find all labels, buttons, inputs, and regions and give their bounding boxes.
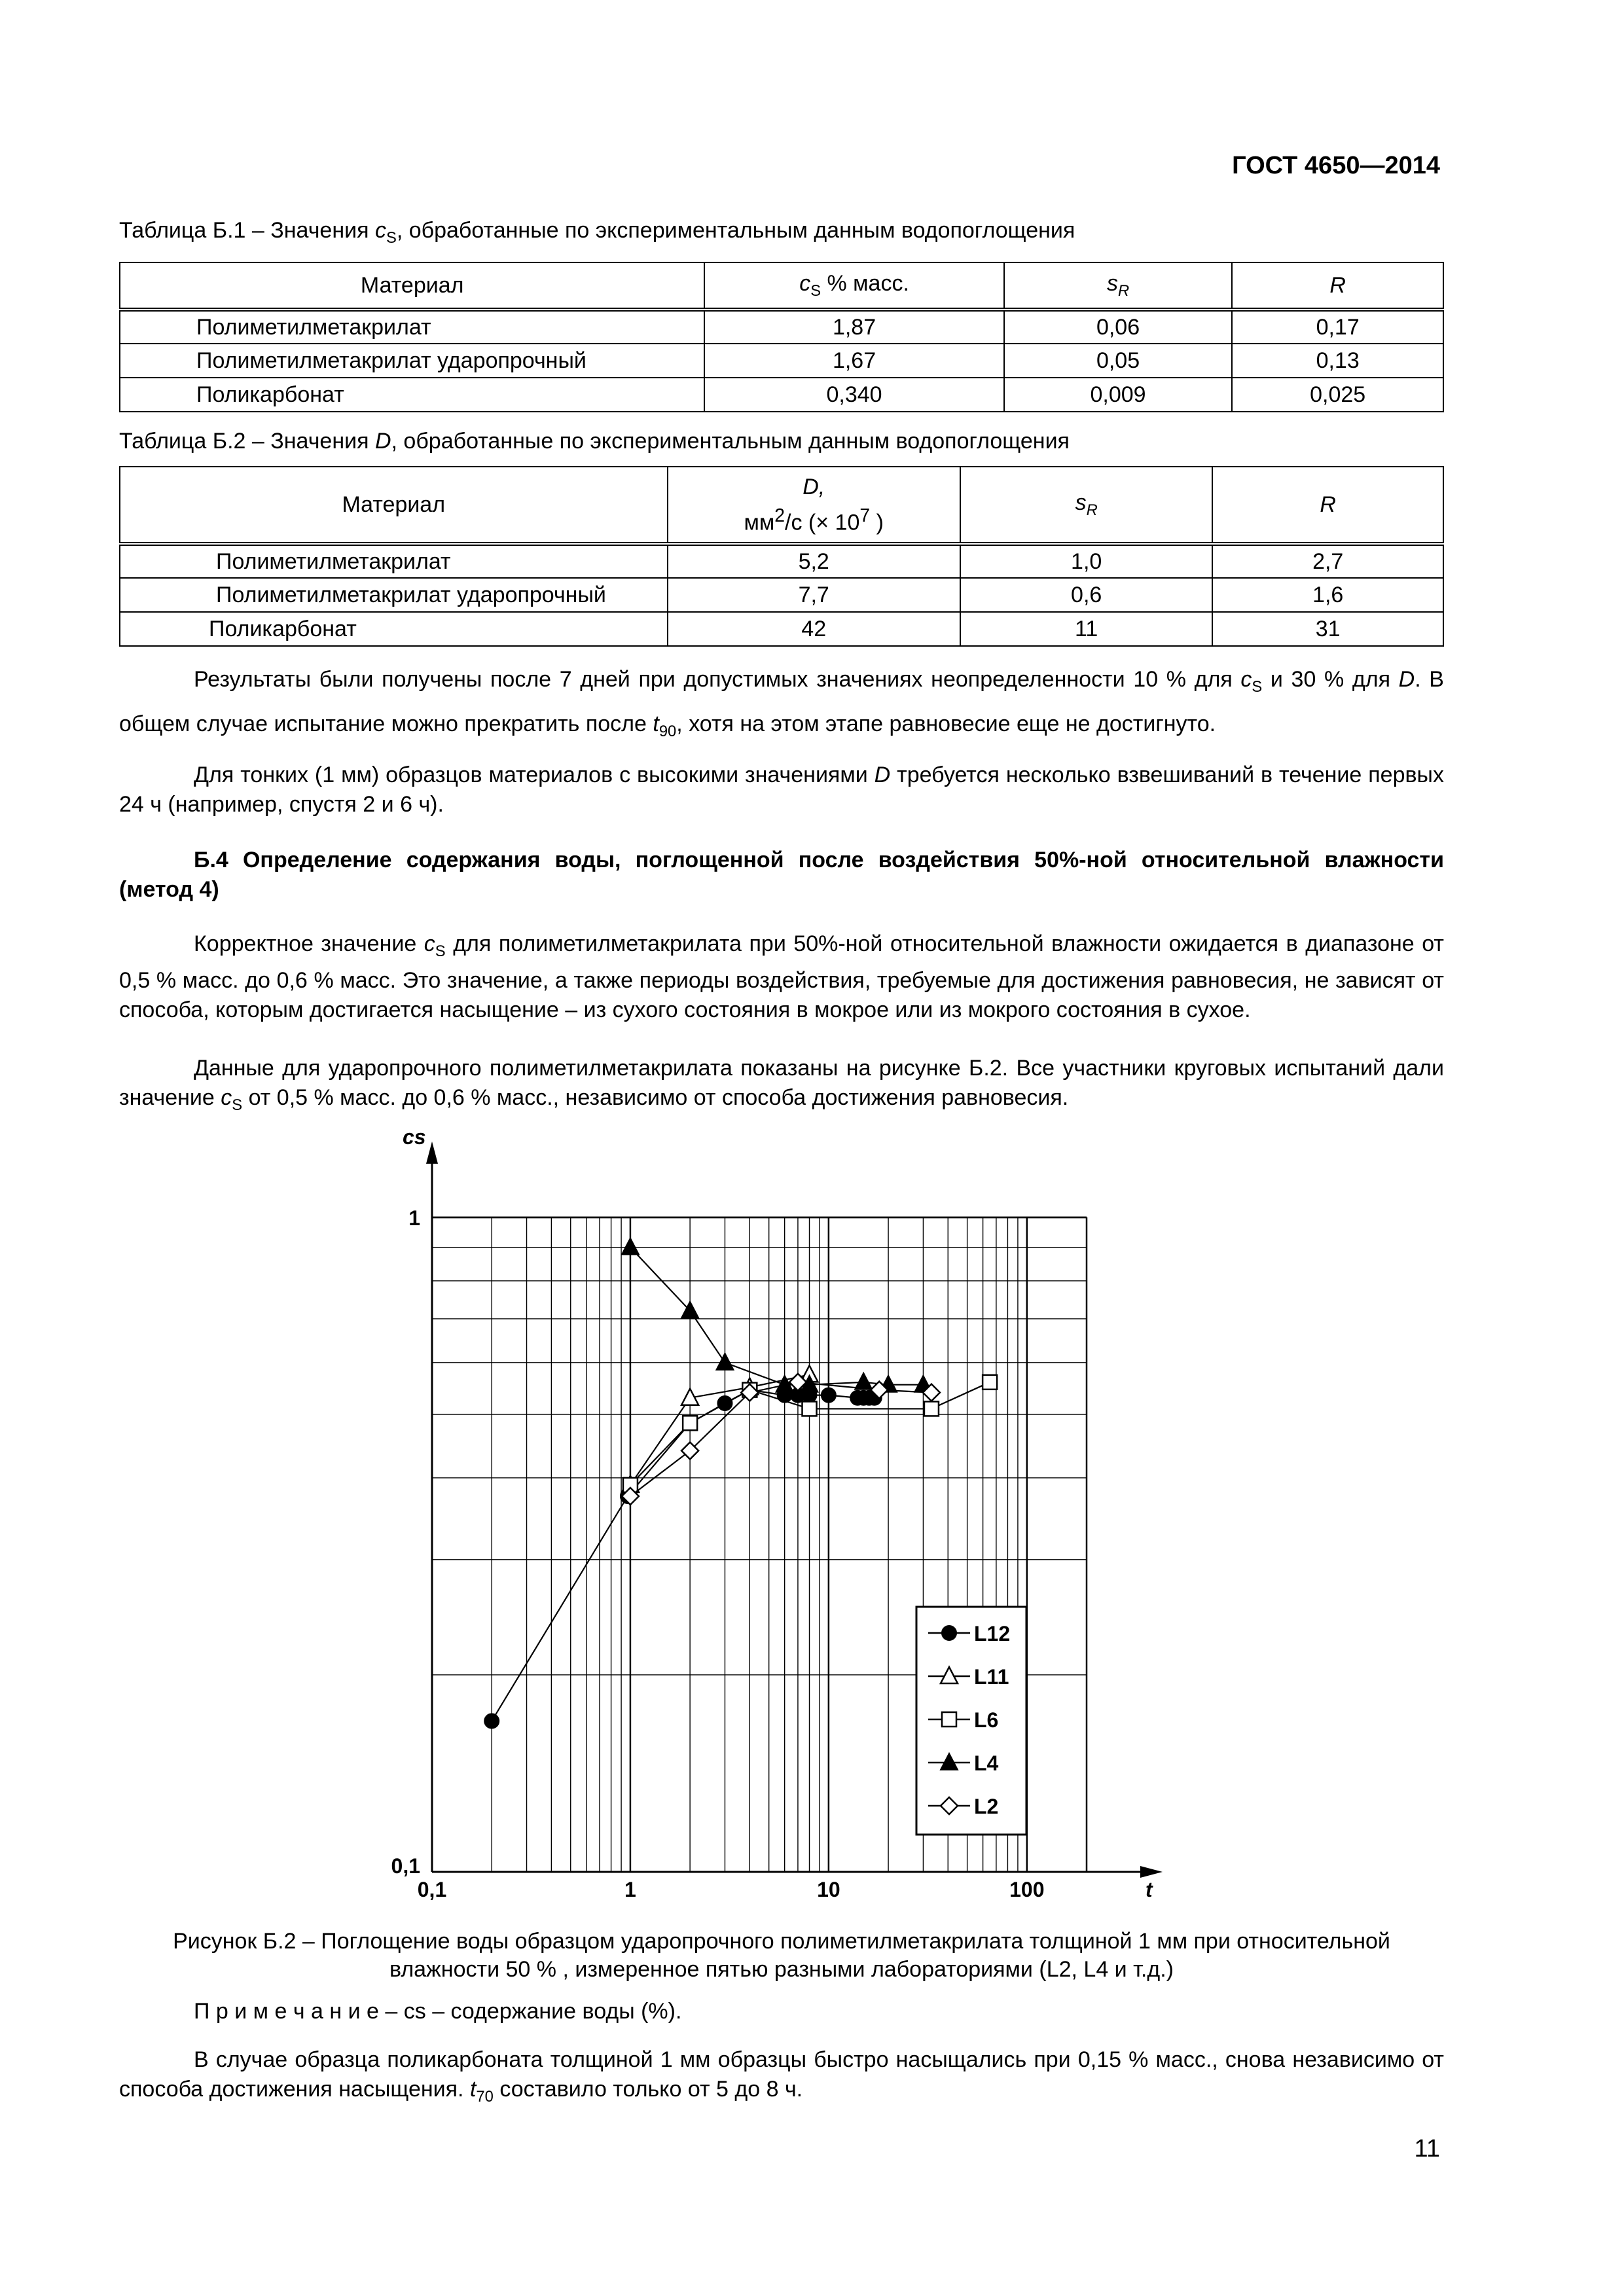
paragraph-correct-value: Корректное значение $c_S$ для полиметилметакрилата при 50%-ной относительной влажности ожидается в диапазоне от 0,5 % масс. до 0,6 % масс. Это значение, а также периоды воздействия, требуемые для достижения равновесия, не зависят от способа, которым достигается насыщение – из сухого состояния в мокрое или из мокрого состояния в сухое. [119,931,1444,1022]
note: П р и м е ч а н и е – cs – содержание воды (%). [194,1999,682,2024]
y-tick-label: 0,1 [391,1854,420,1878]
x-axis-arrow [1140,1866,1163,1878]
chart-legend [916,1607,1026,1835]
table1-cell-cs: 1,87 [704,310,1003,344]
table2-cell-d: 7,7 [668,578,960,612]
x-tick-label: 100 [1009,1878,1045,1901]
table2-cell-material: Поликарбонат [120,612,668,646]
table2-header-sr: $s_R$ [960,467,1212,544]
table2-header-row [120,467,1443,544]
x-tick-label: 0,1 [417,1878,447,1901]
table1-cell-sr: 0,009 [1004,378,1233,412]
data-point-l12 [821,1388,836,1403]
table1-caption-var: c [374,218,386,243]
figure-caption [119,1928,1444,1984]
chart-axes [426,1141,1163,1878]
table-row [120,310,1443,344]
table2-header-d: D, $мм^2/с$ (× $10^7$ ) [668,467,960,544]
table2 [119,466,1444,647]
page-number: 11 [1414,2135,1440,2162]
table-row [120,612,1443,646]
table1-caption-sub: S [386,228,397,247]
x-tick-label: 10 [817,1878,840,1901]
table1-cell-r: 0,17 [1232,310,1443,344]
table1-cell-sr: 0,06 [1004,310,1233,344]
paragraph-figure-ref: Данные для ударопрочного полиметилметакрилата показаны на рисунке Б.2. Все участники круговых испытаний дали значение $c_S$ от 0,5 % масс. до 0,6 % масс., независимо от способа достижения равновесия. [119,1056,1444,1114]
figure-b2-chart [367,1113,1191,1924]
table2-cell-sr: 11 [960,612,1212,646]
table1-cell-material: Полиметилметакрилат ударопрочный [120,344,704,378]
legend-label-l2: L2 [974,1795,999,1818]
table1-header-row [120,262,1443,310]
series-l12 [484,1383,881,1729]
table-row [120,344,1443,378]
table1-caption-suffix: , обработанные по экспериментальным данным водопоглощения [396,218,1075,243]
legend-marker-l12 [942,1626,956,1640]
data-point-l6 [803,1401,817,1416]
table1-cell-material: Поликарбонат [120,378,704,412]
table1-caption [119,218,1075,247]
table2-caption [119,429,1070,454]
table2-header-material: Материал [120,467,668,544]
table2-cell-material: Полиметилметакрилат ударопрочный [120,578,668,612]
legend-marker-l6 [942,1712,956,1727]
y-tick-label: 1 [408,1206,420,1230]
table2-cell-d: 5,2 [668,544,960,578]
paragraph-results: Результаты были получены после 7 дней при допустимых значениях неопределенности 10 % для $c_S$ и 30 % для D. В общем случае испытание можно прекратить после $t_{90}$, хотя на этом этапе равновесие еще не достигнуто. [119,667,1444,740]
chart-tick-labels [391,1125,1153,1901]
table-row [120,578,1443,612]
table2-cell-sr: 0,6 [960,578,1212,612]
paragraph-polycarbonate: В случае образца поликарбоната толщиной 1 мм образцы быстро насыщались при 0,15 % масс., снова независимо от способа достижения насыщения. $t_{70}$ составило только от 5 до 8 ч. [119,2047,1444,2106]
table1-cell-material: Полиметилметакрилат [120,310,704,344]
data-point-l4 [716,1354,733,1370]
data-point-l12 [484,1714,499,1729]
table1 [119,262,1444,412]
table2-caption-prefix: Таблица Б.2 – Значения [119,429,375,454]
figure-caption-line2: влажности 50 % , измеренное пятью разными лабораториями (L2, L4 и т.д.) [389,1957,1174,1982]
legend-label-l12: L12 [974,1622,1011,1645]
section-title: Б.4 Определение содержания воды, поглощенной после воздействия 50%-ной относительной влажности (метод 4) [119,848,1444,902]
data-point-l4 [855,1373,872,1390]
table1-cell-cs: 0,340 [704,378,1003,412]
table1-cell-cs: 1,67 [704,344,1003,378]
table1-caption-prefix: Таблица Б.1 – Значения [119,218,375,243]
data-point-l6 [983,1375,997,1390]
data-point-l6 [683,1416,697,1430]
y-axis-label: cs [403,1125,426,1149]
table-row [120,378,1443,412]
table1-header-material: Материал [120,262,704,310]
table2-cell-sr: 1,0 [960,544,1212,578]
y-axis-arrow [426,1141,438,1164]
table2-cell-material: Полиметилметакрилат [120,544,668,578]
table2-cell-r: 31 [1212,612,1443,646]
table2-header-r: R [1212,467,1443,544]
series-line-l4 [630,1247,923,1385]
legend-label-l6: L6 [974,1708,999,1732]
table2-cell-d: 42 [668,612,960,646]
table2-caption-var: D [374,429,391,454]
legend-label-l4: L4 [974,1751,999,1775]
table1-header-cs: $c_S$ % масс. [704,262,1003,310]
table1-cell-sr: 0,05 [1004,344,1233,378]
table-row [120,544,1443,578]
table2-caption-suffix: , обработанные по экспериментальным данным водопоглощения [391,429,1070,454]
table2-cell-r: 1,6 [1212,578,1443,612]
table2-cell-r: 2,7 [1212,544,1443,578]
x-tick-label: 1 [624,1878,636,1901]
x-axis-label: t [1146,1878,1153,1901]
document-code: ГОСТ 4650—2014 [1232,152,1440,179]
series-line-l12 [492,1390,874,1721]
series-l4 [622,1238,931,1392]
figure-caption-line1: Рисунок Б.2 – Поглощение воды образцом ударопрочного полиметилметакрилата толщиной 1 мм при относительной [173,1929,1390,1954]
legend-label-l11: L11 [974,1665,1009,1689]
table1-header-r: R [1232,262,1443,310]
data-point-l6 [924,1401,939,1416]
table1-cell-r: 0,025 [1232,378,1443,412]
data-point-l4 [622,1238,639,1255]
table1-header-sr: $s_R$ [1004,262,1233,310]
table1-cell-r: 0,13 [1232,344,1443,378]
paragraph-thin-samples: Для тонких (1 мм) образцов материалов с высокими значениями D требуется несколько взвешиваний в течение первых 24 ч (например, спустя 2 и 6 ч). [119,762,1444,817]
